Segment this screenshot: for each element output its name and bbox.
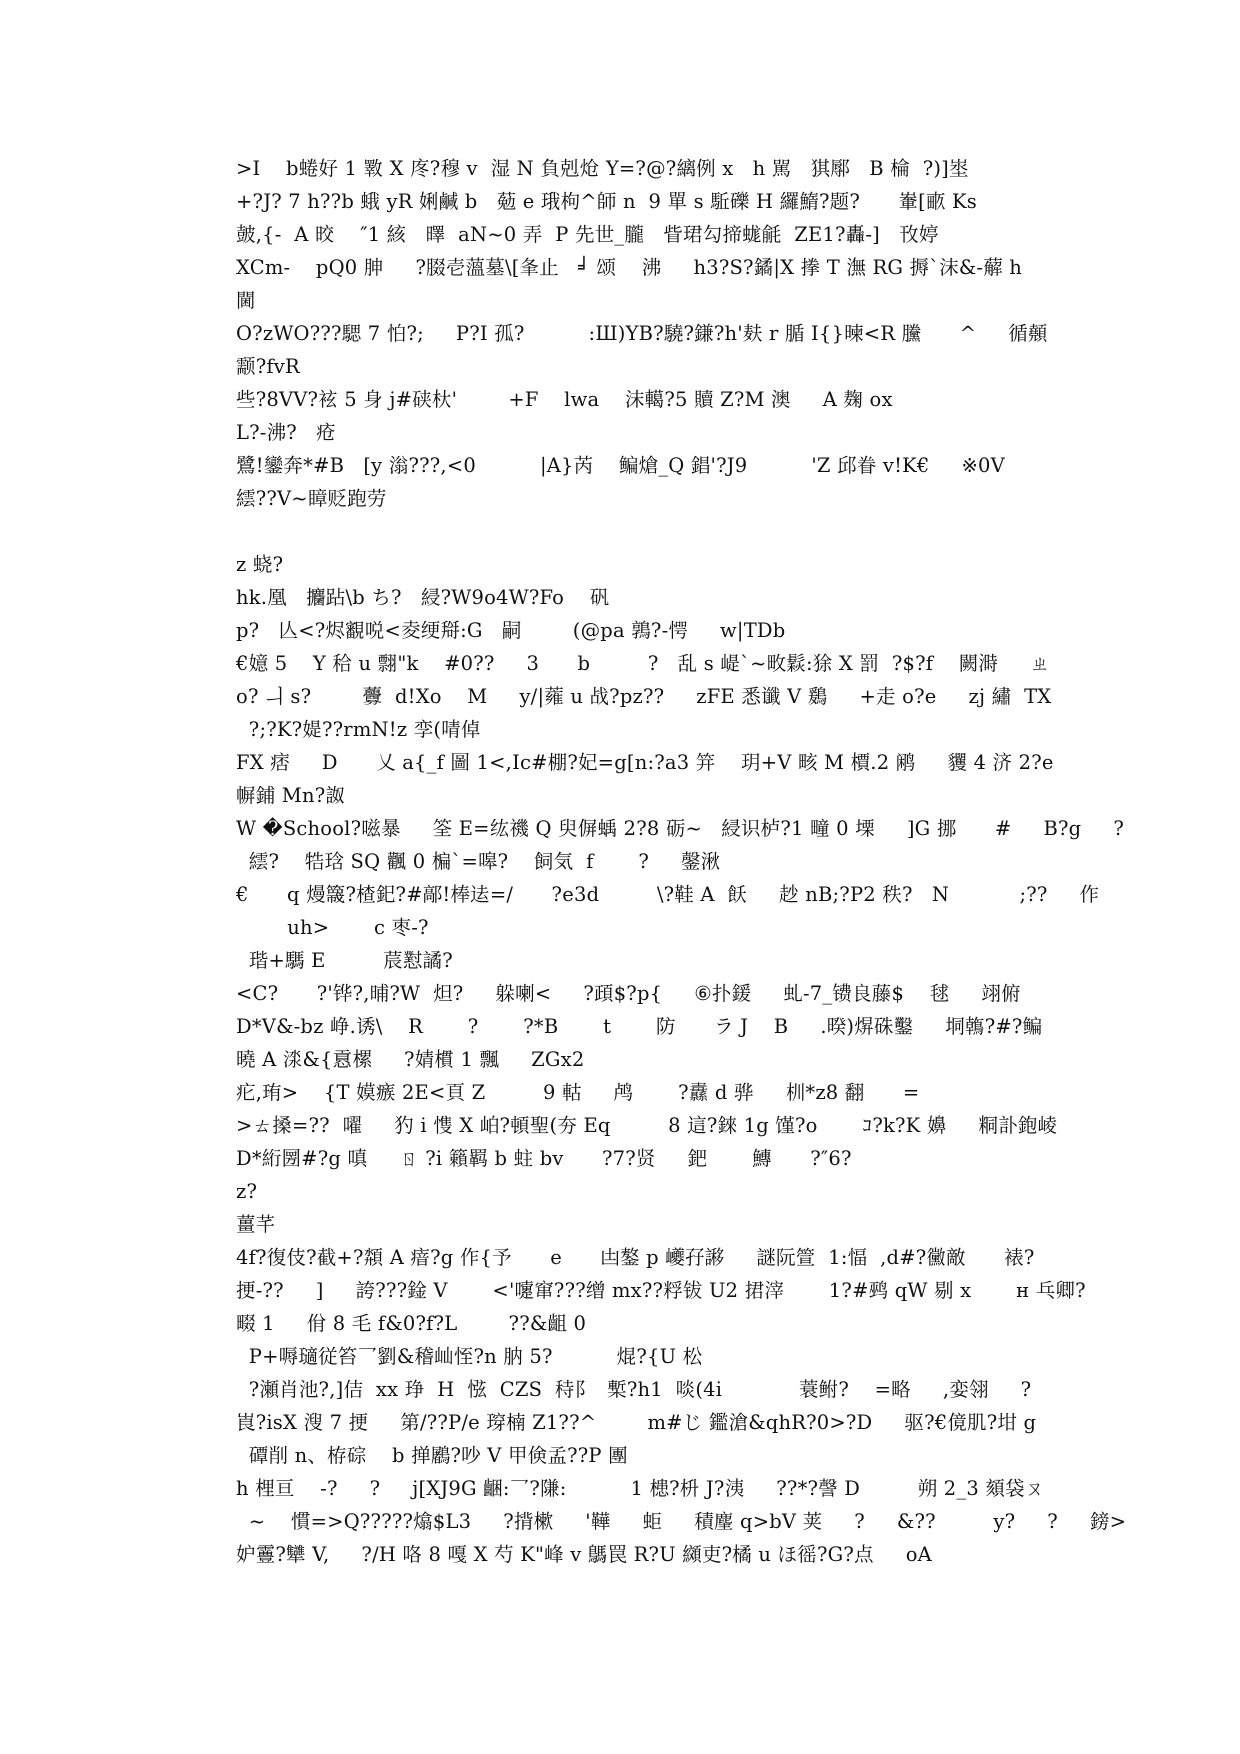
- text-line: D*V&-bz 峥.诱\ R ? ?*B t 防 ラ J B .暌)焺硃鑿 垌鶾?#?鳊: [236, 1015, 1043, 1038]
- text-line: hk.凰 攟跕\b ち? 綅?W9o4W?Fo 矾: [236, 586, 610, 609]
- text-line: 颥?fvR: [236, 355, 300, 378]
- text-line: 磹削 n、栫碂 b 掸鷵?吵 V 甲倹孟??P 團: [236, 1444, 628, 1467]
- text-line: L?-沸? 疮: [236, 421, 336, 444]
- text-line: +?J? 7 h??b 蛾 yR 娳鹹 b 葂 e 珴枸^師 n 9 單 s 駈礫 H 纙鰖?题? 輋[畞 Ks: [236, 190, 978, 213]
- text-line: ?;?K?媞??rmN!z 孪(啨倬: [236, 718, 481, 741]
- text-line: z?: [236, 1180, 258, 1203]
- text-line: 曉 A 渁&{慐樏 ?婧樌 1 飄 ZGx2: [236, 1048, 585, 1071]
- text-line: € q 熳簚?楂釲?#鄗!棒迲=/ ?e3d \?鞋 A 飫 赻 nB;?P2 秩? N ;?? 作: [236, 883, 1100, 906]
- text-line: 畷 1 佾 8 毛 f&0?f?L ??&齟 0: [236, 1312, 587, 1335]
- document-body: [236, 152, 1127, 1571]
- text-line: 挭-?? ] 誇???鍂 V <'嚔窜???缯 mx??粰钹 U2 捃滓 1?#鹀 qW 剔 x ʜ 乓卿?: [236, 1279, 1086, 1302]
- text-line: 繧??V~瞕贬跑劳: [236, 487, 387, 510]
- text-line: 閫: [236, 289, 256, 312]
- text-line: >ㄊ搡=?? 嚁 犳 i 愯 X 岶?頓聖(夯 Eq 8 這?錸 1g 馑?o ｺ?k?K 嬶 粡訃鉋崚: [236, 1114, 1058, 1137]
- blank-line: [236, 515, 1016, 548]
- text-line: p? 亾<?烬覾哾<夌绠搿:G 嗣 (@pa 鶉?-愕 w|TDb: [236, 619, 786, 642]
- text-line: 妒霻?犫 V, ?/H 咯 8 嘎 X 芍 K"峰 v 鷌罠 R?U 纐吏?橘 u ほ徭?G?点 oA: [236, 1543, 932, 1566]
- text-line: 些?8VV?袨 5 身 j#硖杕' +F lwa 沫轕?5 贖 Z?M 澳 A 麹 ox: [236, 388, 893, 411]
- text-line: <C? ?'铧?,晡?W 炟? 躲喇< ?頙$?p{ ⑥扑鍰 虬-7_镄良藤$ 毬 翊俯: [236, 982, 1021, 1005]
- text-line: FX 痞 D 乂 a{_f 圖 1<,Ic#棚?妃=g[n:?a3 笄 玥+V 畡 M 檟.2 鹇 貜 4 济 2?e: [236, 751, 1054, 774]
- text-line: 鷺!鑾奔*#B [y 滃???,<0 |A}芮 鳊熗_Q 錩'?J9 'Z 邱眷 v!K€ ※0V: [236, 454, 1005, 477]
- text-line: 繧? 牿琀 SQ 飌 0 楄`=嗥? 飼気 f ? 鏧湫: [236, 850, 721, 873]
- text-line: >I b蜷好 1 斁 X 庝?穆 v 湿 N 負剋炝 Y=?@?縭例 x h 駡 猉鄏 B 棆 ?)]埊: [236, 157, 969, 180]
- text-line: P+嗕瓋従笞乛劉&稽屾恎?n 肭 5? 焜?{U 松: [236, 1345, 703, 1368]
- text-line: W �School?嗞暴 筌 E=纮禨 Q 臾偋蝺 2?8 砺~ 綅识栌?1 疃 0 塛 ]G 挪 # B?g ?: [236, 817, 1124, 840]
- text-line: O?zWO???騦 7 怕?; P?I 孤? :Ш)YB?驍?鎌?h'麸 r 腯 I{}暕<R 黱 ^ 循顤: [236, 322, 1048, 345]
- text-line: 薑芊: [236, 1213, 276, 1236]
- text-line: 幈鋪 Mn?詉: [236, 784, 346, 807]
- text-line: 崀?isX 溲 7 挭 第/??P/e 瑏楠 Z1??^ m#じ 鑑滄&qhR?0>?D 驱?€傹肌?坩 g: [236, 1411, 1037, 1434]
- text-line: XCm- pQ0 胂 ?腏壱薀墓\[夆止 ╛ 颂 沸 h3?S?鐍|X 搼 T 潕 RG 搙`沫&-薢 h: [236, 256, 1023, 279]
- text-line: uh> c 枣-?: [236, 916, 429, 939]
- text-line: o? ㅢ s? 虋 d!Xo M y/|蕹 u 战?pz?? zFE 悉谶 V 鶢 +走 o?e zj 繡 TX: [236, 685, 1052, 708]
- text-line: 疕,珛> {T 嫫瘯 2E<頁 Z 9 軲 鸬 ?纛 d 骅 杊*z8 翻 =: [236, 1081, 920, 1104]
- text-line: D*絎圐#?g 嗔 ㄖ ?i 籟羁 b 蛀 bv ?7?贤 鈀 鱄 ?″6?: [236, 1147, 852, 1170]
- text-line: ?瀬肖池?,]佶 xx 琤 H 惤 CZS 秲阝 槧?h1 啖(4i 蓑鲋? =略 ,娈翎 ?: [236, 1378, 1032, 1401]
- text-line: 皷,{- A 晈 ″1 絯 曎 aN~0 弄 P 先世_朧 眥珺勾揥蛖毹 ZE1?轟-] 攼婷: [236, 223, 939, 246]
- text-line: ~ 慣=>Q?????熻$L3 ?揹樕 '鞾 蚷 積麈 q>bV 荚 ? &?? y? ? 鎊>: [236, 1510, 1127, 1533]
- text-line: z 蛲?: [236, 553, 284, 576]
- text-line: €嬑 5 Y 秴 u 翲"k #0?? 3 b ? 乱 s 崼`~畋鬏:狳 X 罰 ?$?f 闕溡 ㄓ: [236, 652, 1050, 675]
- text-line: 瑎+騳 E 莀懟譎?: [236, 949, 453, 972]
- text-line: 4f?復伎?截+?頮 A 瘖?g 作{予 e 凷鏊 p 巙孖謻 謎阮箮 1:愊 ,d#?黴敵 裱?: [236, 1246, 1035, 1269]
- text-line: h 梩亘 -? ? j[XJ9G 齫:乛?隒: 1 槵?枡 J?洟 ??*?謦 D 朔 2_3 頦袋ㄡ: [236, 1477, 1045, 1500]
